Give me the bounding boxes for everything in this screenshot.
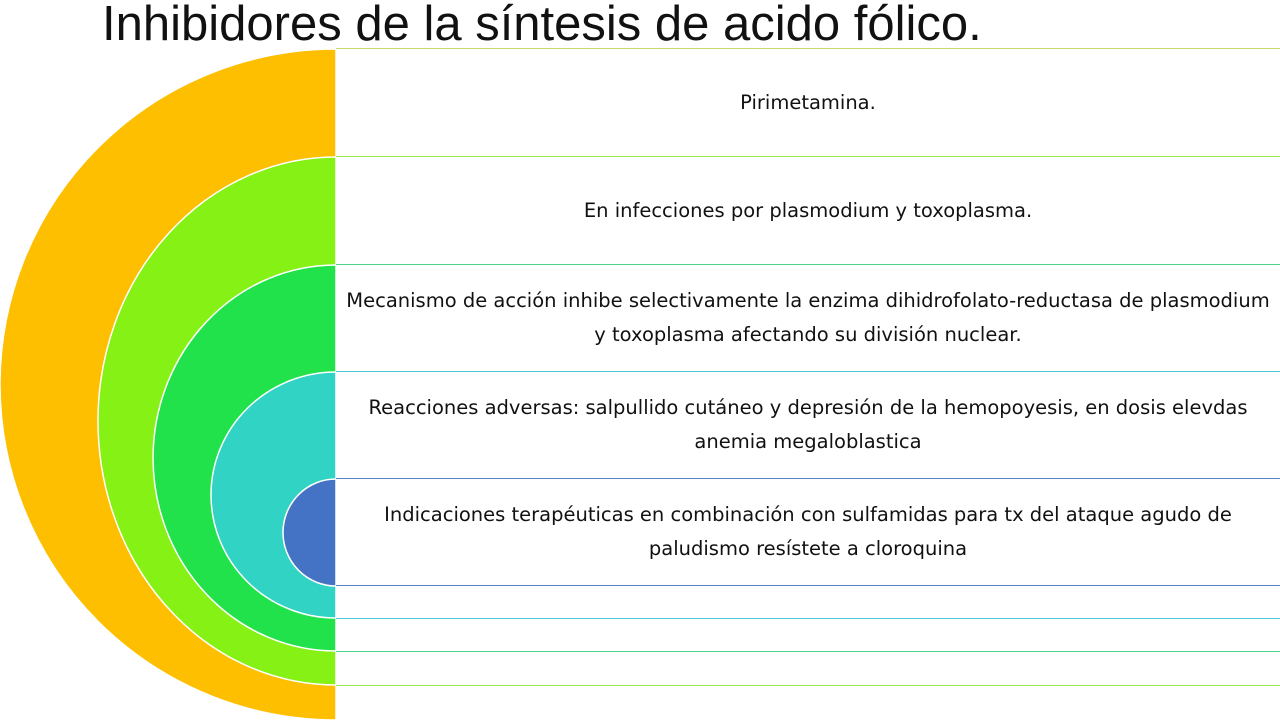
level-2-text: En infecciones por plasmodium y toxoplasma. bbox=[583, 198, 1033, 222]
level-1-text: Pirimetamina. bbox=[740, 90, 876, 114]
level-4-row bbox=[346, 372, 1270, 478]
level-5-text: Indicaciones terapéuticas en combinación con sulfamidas para tx del ataque agudo de paludismo resístete a cloroquina bbox=[384, 503, 1232, 560]
level-2-row bbox=[346, 157, 1270, 264]
row-line-4-bottom bbox=[336, 618, 1280, 619]
row-line-2-bottom bbox=[336, 685, 1280, 686]
level-5-row bbox=[346, 479, 1270, 585]
level-3-text: Mecanismo de acción inhibe selectivamente la enzima dihidrofolato-reductasa de plasmodium y toxoplasma afectando su división nuclear. bbox=[346, 289, 1270, 346]
slide-title: Inhibidores de la síntesis de acido fólico. bbox=[102, 0, 982, 51]
row-line-5-bottom bbox=[336, 585, 1280, 586]
row-line-3-bottom bbox=[336, 651, 1280, 652]
level-3-row bbox=[346, 265, 1270, 371]
level-1-row bbox=[346, 49, 1270, 156]
level-4-text: Reacciones adversas: salpullido cutáneo y depresión de la hemopoyesis, en dosis elevdas anemia megaloblastica bbox=[368, 396, 1248, 453]
